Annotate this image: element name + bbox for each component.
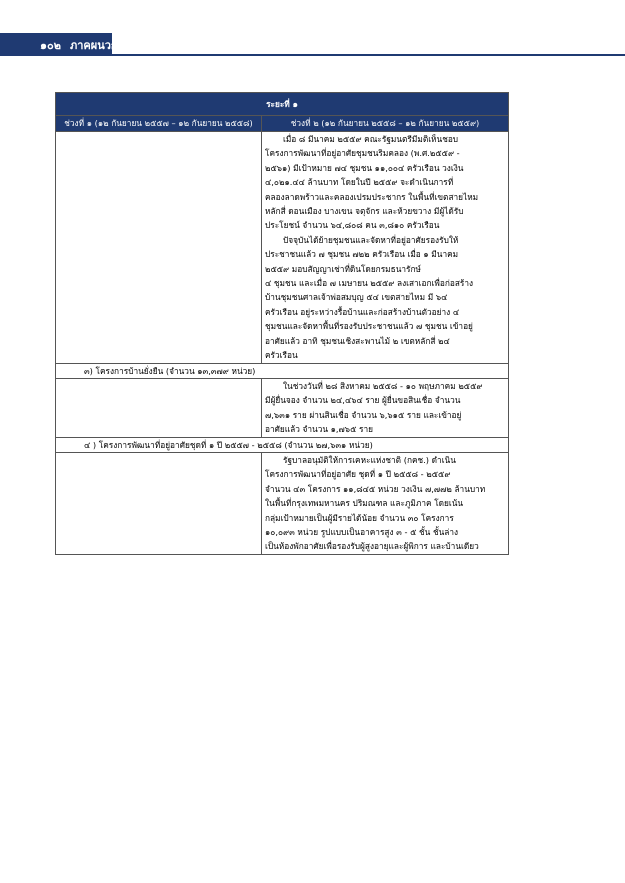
text-line: ๔ ชุมชน และเมื่อ ๗ เมษายน ๒๕๕๙ ลงเสาเอกเพื่อก่อสร้าง [265, 278, 474, 289]
text-line: เมื่อ ๘ มีนาคม ๒๕๕๙ คณะรัฐมนตรีมีมติเห็นชอบ [283, 134, 459, 144]
empty-cell [56, 378, 262, 437]
text-line: ประโยชน์ จำนวน ๖๔,๘๐๘ คน ๓,๘๑๐ ครัวเรือน [265, 220, 440, 231]
results-table [55, 92, 509, 555]
text-line: ในพื้นที่กรุงเทพมหานคร ปริมณฑล และภูมิภาค โดยเน้น [265, 498, 464, 509]
paragraph [265, 233, 505, 363]
content-cell [262, 452, 509, 554]
col1-header: ช่วงที่ ๑ (๑๒ กันยายน ๒๕๕๗ – ๑๒ กันยายน ๒๕๕๘) [56, 116, 262, 132]
header-rule [0, 54, 625, 56]
text-line: คลองลาดพร้าวและคลองเปรมประชากร ในพื้นที่เขตสายไหม [265, 191, 479, 202]
col2-header: ช่วงที่ ๒ (๑๒ กันยายน ๒๕๕๘ – ๑๒ กันยายน ๒๕๕๙) [262, 116, 509, 132]
page-number: ๑๐๒ [40, 39, 61, 52]
text-line: ๗,๖๓๑ ราย ผ่านสินเชื่อ จำนวน ๖,๖๑๕ ราย และเข้าอยู่ [265, 409, 462, 420]
content-cell [262, 378, 509, 437]
text-line: ชุมชนและจัดหาพื้นที่รองรับประชาชนแล้ว ๗ ชุมชน เข้าอยู่ [265, 321, 473, 332]
section-title: ๔ ) โครงการพัฒนาที่อยู่อาศัยชุดที่ ๑ ปี ๒๕๕๗ - ๒๕๕๘ (จำนวน ๒๗,๖๓๑ หน่วย) [56, 437, 509, 452]
section-title: ๓) โครงการบ้านยั่งยืน (จำนวน ๑๓,๓๗๙ หน่วย) [56, 363, 509, 378]
table-row [56, 132, 509, 364]
text-line: ปัจจุบันได้ย้ายชุมชนและจัดหาที่อยู่อาศัยรองรับให้ [283, 234, 459, 245]
text-line: โครงการพัฒนาที่อยู่อาศัยชุมชนริมคลอง (พ.ศ.๒๕๕๙ - [265, 148, 460, 159]
phase-title: ระยะที่ ๑ [56, 93, 509, 116]
text-line: ในช่วงวันที่ ๒๘ สิงหาคม ๒๕๕๘ - ๑๐ พฤษภาคม ๒๕๕๙ [283, 380, 483, 391]
empty-cell [56, 452, 262, 554]
text-line: มีผู้ยื่นจอง จำนวน ๒๔,๔๖๔ ราย ผู้ยื่นขอสินเชื่อ จำนวน [265, 395, 461, 406]
text-line: จำนวน ๔๓ โครงการ ๑๑,๘๔๕ หน่วย วงเงิน ๗,๗๗๒ ล้านบาท [265, 483, 486, 494]
text-line: ๑๐,๐๙๓ หน่วย รูปแบบเป็นอาคารสูง ๓ - ๕ ชั้น ชั้นล่าง [265, 526, 459, 537]
text-line: อาศัยแล้ว จำนวน ๑,๗๖๕ ราย [265, 424, 373, 435]
text-line: ประชาชนแล้ว ๗ ชุมชน ๗๒๒ ครัวเรือน เมื่อ ๑ มีนาคม [265, 249, 459, 260]
text-line: หลักสี่ ดอนเมือง บางเขน จตุจักร และห้วยขวาง มีผู้ได้รับ [265, 206, 464, 217]
paragraph [265, 453, 505, 554]
paragraph [265, 132, 505, 233]
text-line: รัฐบาลอนุมัติให้การเคหะแห่งชาติ (กคช.) ดำเนิน [283, 454, 456, 465]
phase-row [56, 93, 509, 116]
section-row [56, 363, 509, 378]
page-header [0, 33, 625, 55]
content-cell [262, 132, 509, 364]
text-line: โครงการพัฒนาที่อยู่อาศัย ชุดที่ ๑ ปี ๒๕๕๘ - ๒๕๕๙ [265, 469, 451, 480]
text-line: ครัวเรือน อยู่ระหว่างรื้อบ้านและก่อสร้างบ้านตัวอย่าง ๔ [265, 306, 460, 317]
text-line: ๔,๐๒๑.๔๔ ล้านบาท โดยในปี ๒๕๕๙ จะดำเนินการที่ [265, 177, 454, 188]
text-line: ๒๕๖๑) มีเป้าหมาย ๗๔ ชุมชน ๑๑,๐๐๔ ครัวเรือน วงเงิน [265, 162, 464, 173]
text-line: ครัวเรือน [265, 350, 298, 361]
text-line: เป็นห้องพักอาศัยเพื่อรองรับผู้สูงอายุและผู้พิการ และบ้านเดียว [265, 541, 479, 552]
table-row [56, 452, 509, 554]
paragraph [265, 379, 505, 437]
text-line: อาศัยแล้ว อาทิ ชุมชนเชิงสะพานไม้ ๒ เขตหลักสี่ ๒๔ [265, 335, 450, 346]
empty-cell [56, 132, 262, 364]
text-line: กลุ่มเป้าหมายเป็นผู้มีรายได้น้อย จำนวน ๓๐ โครงการ [265, 512, 454, 523]
text-line: ๒๕๕๙ มอบสัญญาเช่าที่ดินโดยกรมธนารักษ์ [265, 263, 421, 274]
header-title: ภาคผนวก รายงานผลงานรัฐบาลรอบ ๒ ปี [70, 39, 265, 52]
table-row [56, 378, 509, 437]
section-row [56, 437, 509, 452]
column-header-row [56, 116, 509, 132]
text-line: บ้านชุมชนศาลเจ้าพ่อสมบุญ ๕๔ เขตสายไหม มี ๖๔ [265, 292, 448, 303]
